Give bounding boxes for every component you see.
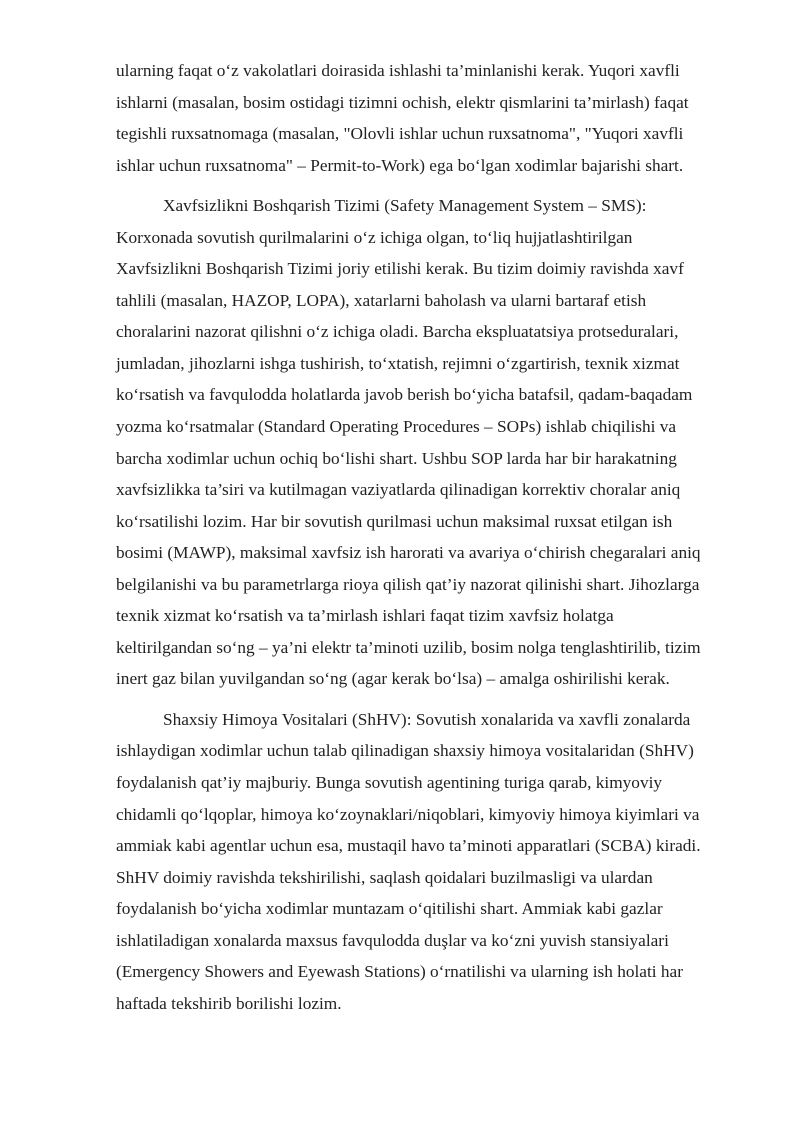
text-line: bosimi (MAWP), maksimal xavfsiz ish harorati va avariya o‘chirish chegaralari aniq	[116, 543, 701, 563]
text-line: ishlaydigan xodimlar uchun talab qilinadigan shaxsiy himoya vositalaridan (ShHV)	[116, 741, 694, 761]
text-line: chidamli qo‘lqoplar, himoya ko‘zoynaklari/niqoblari, kimyoviy himoya kiyimlari va	[116, 804, 700, 824]
text-line: foydalanish bo‘yicha xodimlar muntazam o‘qitilishi shart. Ammiak kabi gazlar	[116, 899, 663, 919]
text-line: ishlarni (masalan, bosim ostidagi tizimni ochish, elektr qismlarini ta’mirlash) faqat	[116, 92, 689, 112]
paragraph-personal-protective-equipment	[116, 704, 742, 1019]
text-line: barcha xodimlar uchun ochiq bo‘lishi shart. Ushbu SOP larda har bir harakatning	[116, 448, 677, 468]
text-line: xavfsizlikka ta’siri va kutilmagan vaziyatlarda qilinadigan korrektiv choralar aniq	[116, 480, 681, 500]
paragraph-safety-management-system	[116, 190, 742, 695]
text-line: yozma ko‘rsatmalar (Standard Operating Procedures – SOPs) ishlab chiqilishi va	[116, 417, 677, 437]
text-line: texnik xizmat ko‘rsatish va ta’mirlash ishlari faqat tizim xavfsiz holatga	[116, 606, 614, 626]
text-line: (Emergency Showers and Eyewash Stations) o‘rnatilishi va ularning ish holati har	[116, 962, 683, 982]
text-line: inert gaz bilan yuvilgandan so‘ng (agar kerak bo‘lsa) – amalga oshirilishi kerak.	[116, 669, 670, 689]
text-line: ammiak kabi agentlar uchun esa, mustaqil havo ta’minoti apparatlari (SCBA) kiradi.	[116, 836, 701, 856]
text-line: Xavfsizlikni Boshqarish Tizimi (Safety Management System – SMS):	[163, 196, 647, 216]
text-line: choralarini nazorat qilishni o‘z ichiga oladi. Barcha ekspluatatsiya protseduralari,	[116, 322, 679, 342]
text-line: Shaxsiy Himoya Vositalari (ShHV): Sovutish xonalarida va xavfli zonalarda	[163, 709, 691, 729]
text-line: belgilanishi va bu parametrlarga rioya qilish qat’iy nazorat qilinishi shart. Jihozlarga	[116, 574, 700, 594]
text-line: jumladan, jihozlarni ishga tushirish, to‘xtatish, rejimni o‘zgartirish, texnik xizmat	[116, 353, 680, 373]
text-body	[116, 55, 742, 1028]
paragraph-continuation	[116, 55, 742, 181]
text-line: ishlatiladigan xonalarda maxsus favqulodda duşlar va ko‘zni yuvish stansiyalari	[116, 930, 669, 950]
text-line: Xavfsizlikni Boshqarish Tizimi joriy etilishi kerak. Bu tizim doimiy ravishda xavf	[116, 259, 684, 279]
text-line: tegishli ruxsatnomaga (masalan, "Olovli ishlar uchun ruxsatnoma", "Yuqori xavfli	[116, 124, 684, 144]
text-line: tahlili (masalan, HAZOP, LOPA), xatarlarni baholash va ularni bartaraf etish	[116, 290, 647, 310]
text-line: ShHV doimiy ravishda tekshirilishi, saqlash qoidalari buzilmasligi va ulardan	[116, 867, 653, 887]
text-line: Korxonada sovutish qurilmalarini o‘z ichiga olgan, to‘liq hujjatlashtirilgan	[116, 227, 633, 247]
text-line: ko‘rsatish va favqulodda holatlarda javob berish bo‘yicha batafsil, qadam-baqadam	[116, 385, 693, 405]
text-line: keltirilgandan so‘ng – ya’ni elektr ta’minoti uzilib, bosim nolga tenglashtirilib, tizim	[116, 637, 701, 657]
text-line: foydalanish qat’iy majburiy. Bunga sovutish agentining turiga qarab, kimyoviy	[116, 773, 663, 793]
text-line: ishlar uchun ruxsatnoma" – Permit-to-Work) ega bo‘lgan xodimlar bajarishi shart.	[116, 155, 684, 175]
text-line: haftada tekshirib borilishi lozim.	[116, 993, 342, 1013]
text-line: ularning faqat o‘z vakolatlari doirasida ishlashi ta’minlanishi kerak. Yuqori xavfli	[116, 61, 680, 80]
text-line: ko‘rsatilishi lozim. Har bir sovutish qurilmasi uchun maksimal ruxsat etilgan ish	[116, 511, 673, 531]
